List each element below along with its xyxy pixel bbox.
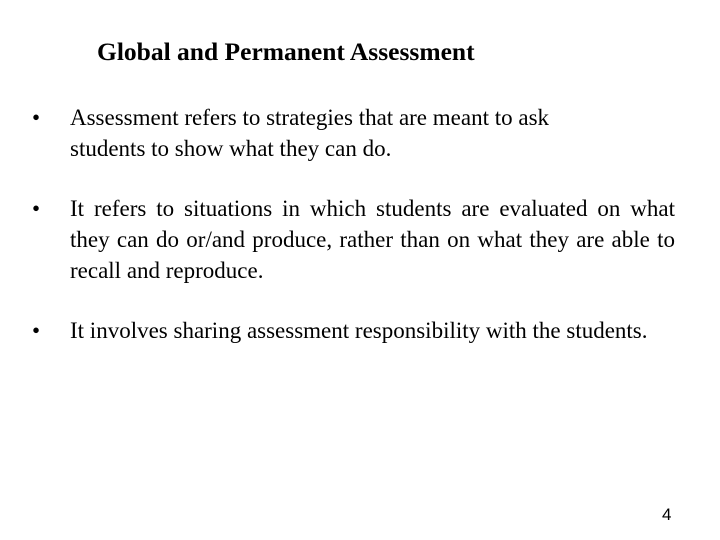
bullet-text: It involves sharing assessment responsibility with the students. bbox=[70, 318, 648, 343]
bullet-marker: • bbox=[32, 105, 41, 130]
bullet-text: Assessment refers to strategies that are meant to ask students to show what they can do. bbox=[70, 105, 550, 161]
bullet-marker: • bbox=[32, 318, 41, 343]
bullet-marker: • bbox=[32, 196, 41, 221]
slide-title: Global and Permanent Assessment bbox=[97, 37, 475, 66]
bullet-text: It refers to situations in which students are evaluated on what they can do or/and produce, rather than on what they are able to recall and reproduce. bbox=[70, 196, 675, 283]
bullet-item bbox=[32, 102, 692, 164]
bullet-list bbox=[32, 102, 692, 346]
page-number: 4 bbox=[662, 505, 672, 524]
bullet-item bbox=[32, 315, 692, 346]
bullet-item bbox=[32, 193, 692, 286]
